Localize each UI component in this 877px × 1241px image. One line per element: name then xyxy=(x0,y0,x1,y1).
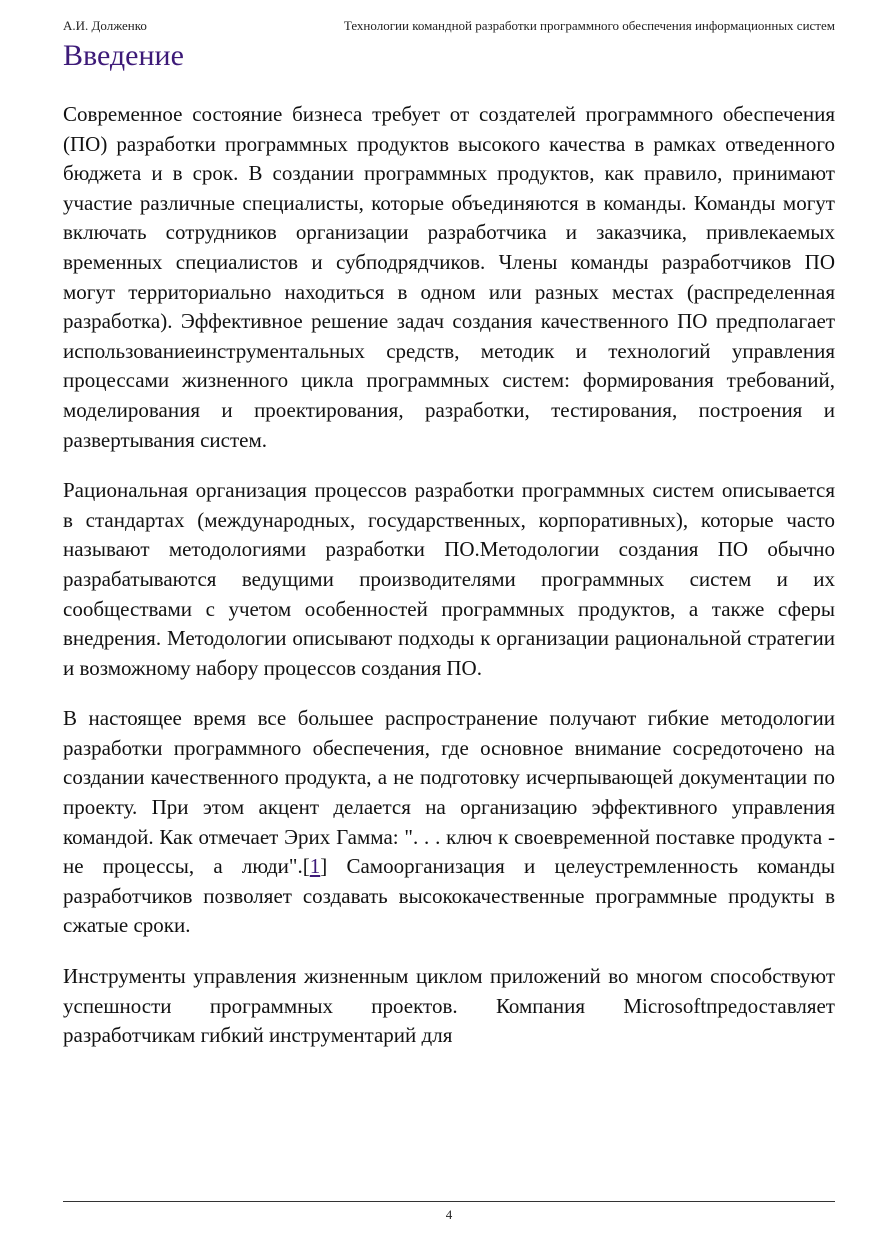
footnote-ref-link[interactable]: 1 xyxy=(309,854,321,879)
document-page xyxy=(63,0,835,1193)
section-title: Введение xyxy=(63,39,184,72)
paragraph-2: Рациональная организация процессов разработки программных систем описывается в стандартах (международных, государственных, корпоративных), которые часто называют методологиями разработки ПО.Методологии создания ПО обычно разрабатываются ведущими производителями программных систем и их сообществами с учетом особенностей программных продуктов, а также сферы внедрения. Методологии описывают подходы к организации рациональной стратегии и возможному набору процессов создания ПО. xyxy=(63,478,835,680)
header-course-title: Технологии командной разработки программного обеспечения информационных систем xyxy=(343,18,835,33)
paragraph-3-text-after-ref: ] Самоорганизация и целеустремленность команды разработчиков позволяет создавать высококачественные программные продукты в сжатые сроки. xyxy=(63,854,835,938)
page-number: 4 xyxy=(445,1207,453,1222)
footer-divider xyxy=(63,1201,835,1202)
paragraph-1: Современное состояние бизнеса требует от создателей программного обеспечения (ПО) разработки программных продуктов высокого качества в рамках отведенного бюджета и в срок. В создании программных продуктов, как правило, принимают участие различные специалисты, которые объединяются в команды. Команды могут включать сотрудников организации разработчика и заказчика, привлекаемых временных специалистов и субподрядчиков. Члены команды разработчиков ПО могут территориально находиться в одном или разных местах (распределенная разработка). Эффективное решение задач создания качественного ПО предполагает использованиеинструментальных средств, методик и технологий управления процессами жизненного цикла программных систем: формирования требований, моделирования и проектирования, разработки, тестирования, построения и развертывания систем. xyxy=(63,102,835,452)
running-header xyxy=(63,17,835,35)
body-text xyxy=(63,100,835,1051)
header-author: А.И. Долженко xyxy=(63,18,147,33)
paragraph-3-text-before-ref: В настоящее время все большее распространение получают гибкие методологии разработки программного обеспечения, где основное внимание сосредоточено на создании качественного продукта, а не подготовку исчерпывающей документации по проекту. При этом акцент делается на организацию эффективного управления командой. Как отмечает Эрих Гамма: ". . . ключ к своевременной поставке продукта - не процессы, а люди".[ xyxy=(63,706,835,879)
paragraph-3 xyxy=(63,704,835,941)
paragraph-4: Инструменты управления жизненным циклом приложений во многом способствуют успешности программных проектов. Компания Microsoftпредоставляет разработчикам гибкий инструментарий для xyxy=(63,964,835,1048)
